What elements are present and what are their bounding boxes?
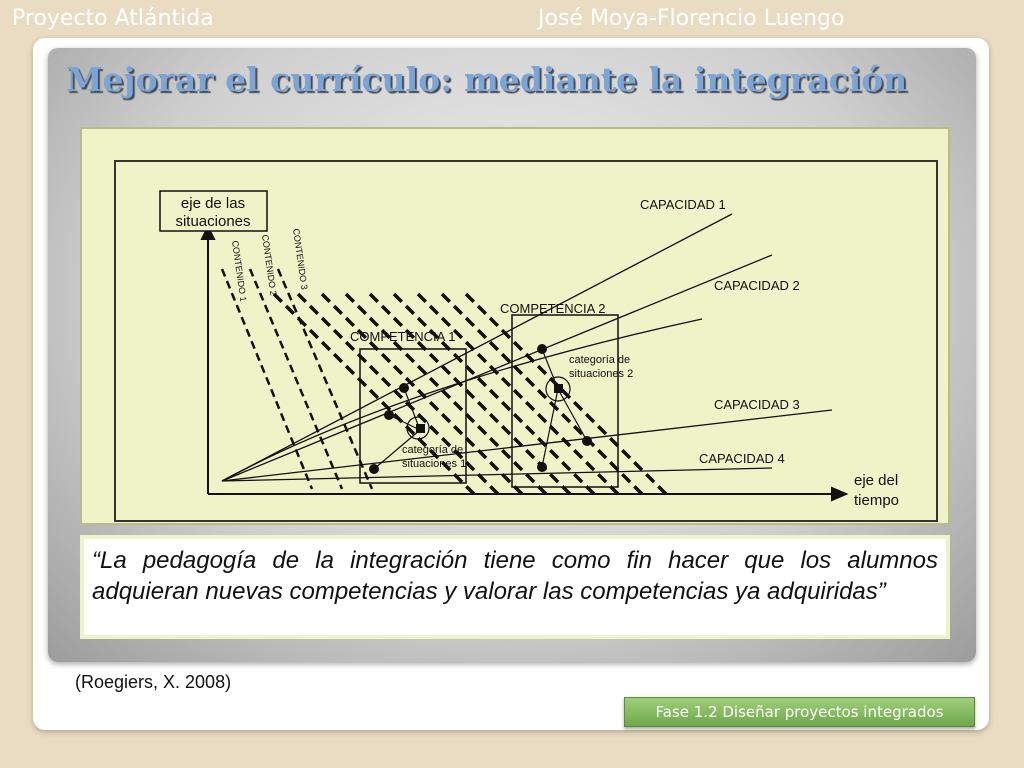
node-dot <box>537 462 547 472</box>
capacidad-3-ray <box>222 410 832 481</box>
quote-box <box>80 535 950 639</box>
categoria-2-label-line2: situaciones 2 <box>569 368 634 380</box>
diagram-svg <box>82 129 952 527</box>
node-dot <box>582 436 592 446</box>
category-1-node <box>416 424 425 433</box>
x-axis-arrow <box>832 488 846 500</box>
capacidad-4-label: CAPACIDAD 4 <box>699 451 785 466</box>
contenido-3-label: CONTENIDO 3 <box>291 227 310 291</box>
capacidad-2-label: CAPACIDAD 2 <box>714 278 800 293</box>
citation: (Roegiers, X. 2008) <box>75 672 232 692</box>
y-axis-label-line1: eje de las <box>180 195 246 212</box>
category-2-node <box>554 384 563 393</box>
capacidad-3-label: CAPACIDAD 3 <box>714 397 800 412</box>
categoria-2-label-line1: categoría de <box>569 354 631 366</box>
authors: José Moya-Florencio Luengo <box>538 6 845 31</box>
x-axis-label-line2: tiempo <box>854 492 900 509</box>
slide-title: Mejorar el currículo: mediante la integración <box>66 60 908 99</box>
competencia-1-label: COMPETENCIA 1 <box>350 329 456 344</box>
node-dot <box>369 464 379 474</box>
node-dot <box>399 383 409 393</box>
node-dot <box>537 344 547 354</box>
project-name: Proyecto Atlántida <box>12 6 214 31</box>
categoria-1-label-line1: categoría de <box>402 444 464 456</box>
contenido-2-label: CONTENIDO 2 <box>260 233 279 297</box>
contenido-1-label: CONTENIDO 1 <box>230 239 249 303</box>
x-axis-label-line1: eje del <box>854 472 899 489</box>
categoria-1-label-line2: situaciones 1 <box>402 458 467 470</box>
capacidad-rays <box>222 214 832 481</box>
y-axis-label-line2: situaciones <box>175 213 251 230</box>
competencia-2-label: COMPETENCIA 2 <box>500 301 606 316</box>
contenido-lines <box>222 269 372 489</box>
integration-diagram <box>80 127 950 525</box>
node-dot <box>384 410 394 420</box>
capacidad-1-label: CAPACIDAD 1 <box>640 197 726 212</box>
quote-text: “La pedagogía de la integración tiene como fin hacer que los alumnos adquieran nuevas competencias y valorar las competencias ya adquiridas” <box>84 539 946 635</box>
phase-button[interactable]: Fase 1.2 Diseñar proyectos integrados <box>624 697 975 727</box>
header-bar <box>0 0 1024 40</box>
